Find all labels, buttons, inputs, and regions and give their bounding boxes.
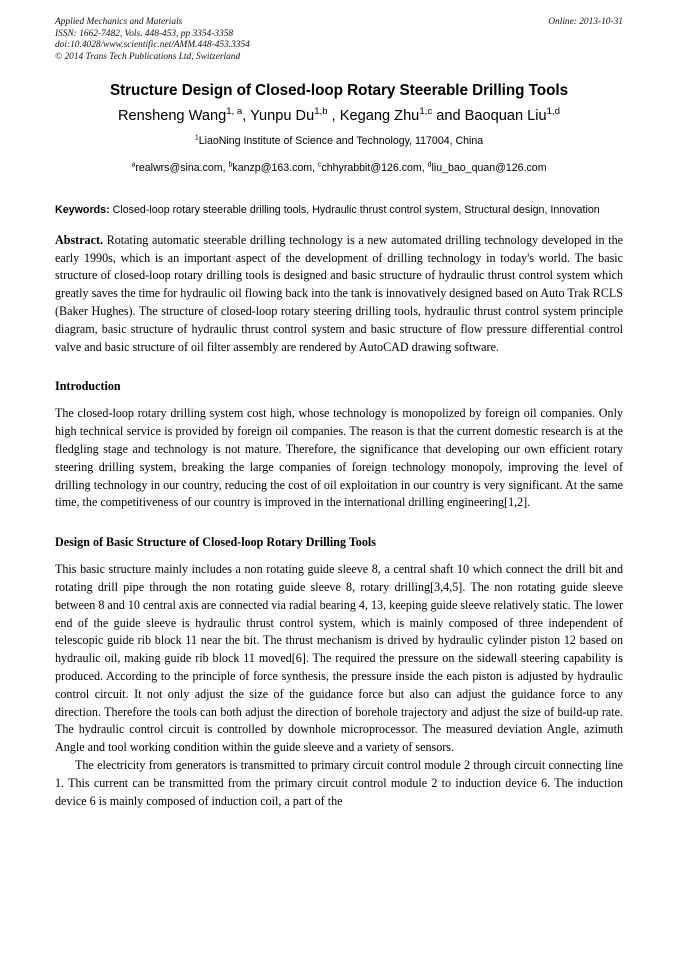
- abstract-label: Abstract.: [55, 232, 104, 247]
- sections-container: [55, 378, 623, 810]
- email-list: [55, 161, 623, 175]
- email-marker: b: [228, 161, 233, 169]
- abstract-text: Rotating automatic steerable drilling technology is a new automated drilling technology developed in the early 1990s, which is an important aspect of the development of drilling technology in today's world. The basic structure of closed-loop rotary drilling tools is designed and basic structure of hydraulic thrust control system which greatly saves the time for hydraulic oil flowing back into the tank is innovatively designed based on Auto Trak RCLS (Baker Hughes). The structure of closed-loop rotary steering drilling tools, hydraulic thrust control system principle diagram, basic structure of hydraulic thrust control system and basic structure of flow pressure differential control valve and basic structure of oil filter assembly are rendered by AutoCAD drawing software.: [55, 232, 623, 354]
- author-list: [55, 107, 623, 126]
- copyright-line: © 2014 Trans Tech Publications Ltd, Switzerland: [55, 51, 241, 62]
- email-marker: c: [317, 161, 322, 169]
- author-separator: and: [432, 108, 465, 125]
- body-paragraph: The electricity from generators is transmitted to primary circuit control module 2 through circuit connecting line 1. This current can be transmitted from the primary circuit control module 2 to induction device 6. The induction device 6 is mainly composed of induction coil, a part of the: [55, 758, 623, 808]
- author-name: Kegang Zhu: [339, 108, 420, 125]
- keywords-block: [55, 202, 623, 219]
- body-paragraph: This basic structure mainly includes a non rotating guide sleeve 8, a central shaft 10 which connect the drill bit and rotating drill pipe through the non rotating guide sleeve 8, rotary drilling[3,4,5]. The non rotating guide sleeve between 8 and 10 central axis are connected via radial bearing 4, 13, keeping guide sleeve relatively static. The lower end of the guide sleeve is hydraulic thrust control system, which is mainly composed of three independent of telescopic guide rib block 11 near the bit. The thrust mechanism is drived by hydraulic cylinder piston 12 based on hydraulic oil, making guide rib block 11 moved[6]. The required the pressure on the sidewall steering capability is produced. According to the principle of force synthesis, the pressure inside the each piston is adjusted by hydraulic control circuit. It not only adjust the size of the guidance force but also can adjust the guidance force to any direction. Therefore the tools can both adjust the direction of borehole trajectory and adjust the size of build-up rate. The hydraulic control circuit is controlled by downhole microprocessor. The measured deviation Angle, azimuth Angle and tool working condition within the guide sleeve and a variety of sensors.: [55, 562, 623, 755]
- author-affiliation-marker: 1, a: [226, 106, 243, 118]
- author-affiliation-marker: 1,b: [314, 106, 328, 118]
- author-separator: ,: [327, 108, 340, 125]
- affiliation: [55, 134, 623, 148]
- section-heading: Introduction: [55, 379, 121, 394]
- issn-line: ISSN: 1662-7482, Vols. 448-453, pp 3354-3358: [55, 28, 234, 39]
- body-paragraph: The closed-loop rotary drilling system cost high, whose technology is monopolized by foreign oil companies. Only high technical service is provided by foreign oil companies. The reason is that the current domestic research is at the fledgling stage and technology is not mature. Therefore, the significance that developing our own efficient rotary steering drilling system, breaking the large companies of foreign technology monopoly, improving the level of drilling technology in our country, reducing the cost of oil exploitation in our country is very significant. At the same time, the competitiveness of our country is improved in the international drilling engineering[1,2].: [55, 406, 623, 510]
- email-separator: ,: [312, 162, 318, 175]
- doi-line: doi:10.4028/www.scientific.net/AMM.448-453.3354: [55, 40, 250, 51]
- abstract-block: [55, 232, 623, 357]
- email-marker: a: [131, 161, 136, 169]
- email-marker: d: [427, 161, 432, 169]
- email-address: chhyrabbit@126.com: [321, 162, 422, 175]
- paper-title: Structure Design of Closed-loop Rotary Steerable Drilling Tools: [109, 82, 569, 100]
- email-address: kanzp@163.com: [232, 162, 313, 175]
- author-separator: ,: [242, 108, 251, 125]
- affiliation-marker: 1: [194, 134, 199, 142]
- affiliation-text: LiaoNing Institute of Science and Technology, 117004, China: [198, 135, 484, 148]
- online-date: Online: 2013-10-31: [548, 17, 623, 27]
- section-heading: Design of Basic Structure of Closed-loop Rotary Drilling Tools: [55, 535, 376, 550]
- email-address: liu_bao_quan@126.com: [431, 162, 547, 175]
- masthead: [55, 17, 623, 63]
- author-name: Rensheng Wang: [118, 108, 227, 125]
- keywords-label: Keywords:: [55, 204, 110, 217]
- keywords-text: Closed-loop rotary steerable drilling tools, Hydraulic thrust control system, Structural design, Innovation: [109, 204, 600, 217]
- author-name: Yunpu Du: [250, 108, 315, 125]
- journal-name: Applied Mechanics and Materials: [55, 17, 183, 27]
- email-address: realwrs@sina.com: [135, 162, 223, 175]
- author-name: Baoquan Liu: [464, 108, 547, 125]
- author-affiliation-marker: 1,c: [419, 106, 433, 118]
- email-separator: ,: [421, 162, 428, 175]
- author-affiliation-marker: 1,d: [546, 106, 560, 118]
- email-separator: ,: [222, 162, 229, 175]
